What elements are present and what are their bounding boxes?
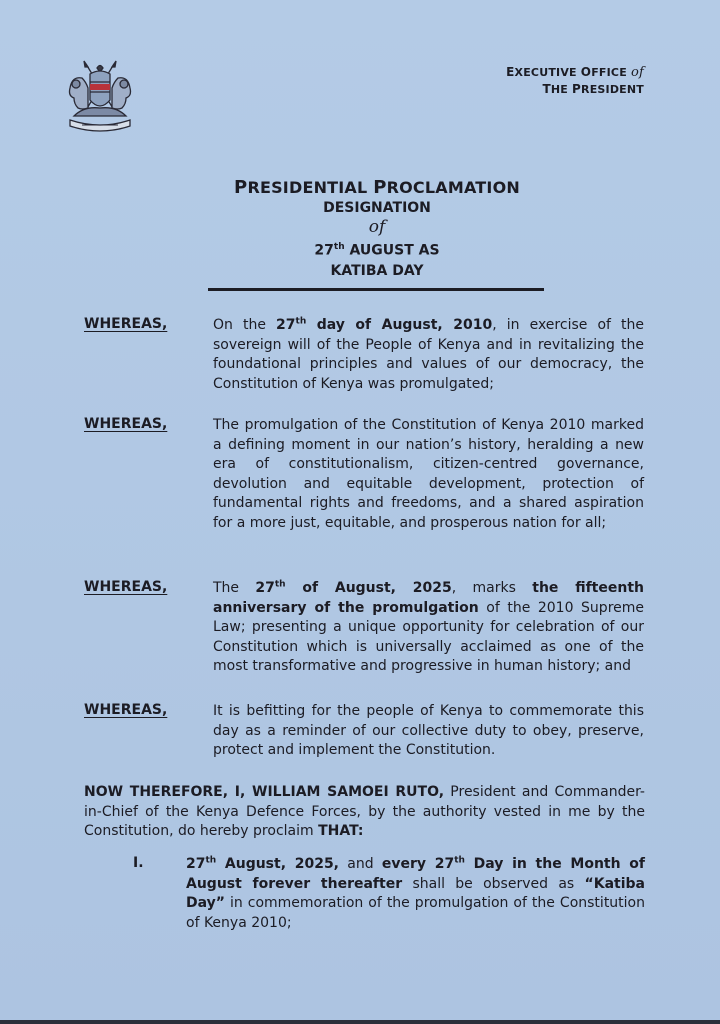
whereas-clause-3 [213, 579, 644, 677]
text-run: 27 [255, 580, 275, 596]
whereas-label-4: WHEREAS, [84, 702, 168, 718]
text-run: every 27 [381, 856, 455, 872]
proclamation-title [210, 177, 544, 281]
text-run: , in exercise of the sovereign will of the People of Kenya and in revitalizing the foundational principles and values of our democracy, the Constitution of Kenya was promulgated; [213, 317, 644, 392]
text-run: th [274, 579, 286, 590]
text-run: President and Commander-in-Chief of the Kenya Defence Forces, by the authority vested in me by the Constitution, do hereby proclaim [84, 784, 645, 839]
proclamation-item-1 [186, 855, 645, 933]
office-line-1: EXECUTIVE OFFICE of [506, 65, 644, 80]
text-run: 27 [186, 856, 206, 872]
whereas-clause-4 [213, 702, 644, 761]
text-run: in commemoration of the promulgation of the Constitution of Kenya 2010; [186, 895, 645, 931]
whereas-label-2: WHEREAS, [84, 416, 168, 432]
now-therefore-paragraph [84, 783, 645, 842]
text-run: shall be observed as [402, 875, 585, 892]
page-bottom-edge [0, 1020, 720, 1024]
text-run: th [454, 855, 465, 866]
text-run: , marks [451, 580, 533, 596]
text-run: 27 [276, 317, 296, 333]
title-line-3: 27th AUGUST AS [314, 242, 440, 259]
text-run: day of August, 2010 [306, 317, 493, 333]
text-run: It is befitting for the people of Kenya to commemorate this day as a reminder of our collective duty to obey, preserve, protect and implement the Constitution. [213, 703, 644, 758]
text-run: NOW THEREFORE, I, WILLIAM SAMOEI RUTO, [84, 784, 445, 800]
whereas-label-3: WHEREAS, [84, 579, 168, 595]
text-run: August, 2025, [216, 856, 340, 872]
title-line-1: PRESIDENTIAL PROCLAMATION [234, 177, 520, 198]
title-line-4: KATIBA DAY [330, 262, 424, 279]
text-run: “Katiba Day” [186, 875, 645, 911]
office-line-2: THE PRESIDENT [542, 82, 644, 96]
text-run: of August, 2025 [285, 580, 452, 596]
text-run: and [339, 856, 382, 872]
text-run: of the 2010 Supreme Law; presenting a unique opportunity for celebration of our Constitution which is universally acclaimed as one of the most transformative and progressive in human history; and [213, 599, 645, 674]
text-run: th [205, 855, 217, 866]
whereas-clause-2 [213, 416, 644, 533]
title-of: of [368, 217, 386, 237]
item-number-1: I. [133, 855, 144, 871]
title-underline-divider [208, 288, 544, 291]
text-run: THAT: [318, 823, 364, 839]
text-run: On the [213, 317, 277, 333]
text-run: th [295, 316, 307, 327]
text-run: The promulgation of the Constitution of Kenya 2010 marked a defining moment in our nation’s history, heralding a new era of constitutionalism, citizen-centred governance, devolution and equitable development, protection of fundamental rights and freedoms, and a shared aspiration for a more just, equitable, and prosperous nation for all; [213, 417, 644, 531]
kenya-coat-of-arms-icon [60, 58, 140, 136]
whereas-clause-1 [213, 316, 644, 394]
text-run: Day in the Month of August forever thereafter [186, 856, 645, 892]
title-line-2: DESIGNATION [323, 200, 431, 216]
text-run: the fifteenth anniversary of the promulgation [213, 580, 644, 616]
text-run: The [213, 580, 256, 596]
executive-office-heading [506, 64, 644, 98]
whereas-label-1: WHEREAS, [84, 316, 168, 332]
